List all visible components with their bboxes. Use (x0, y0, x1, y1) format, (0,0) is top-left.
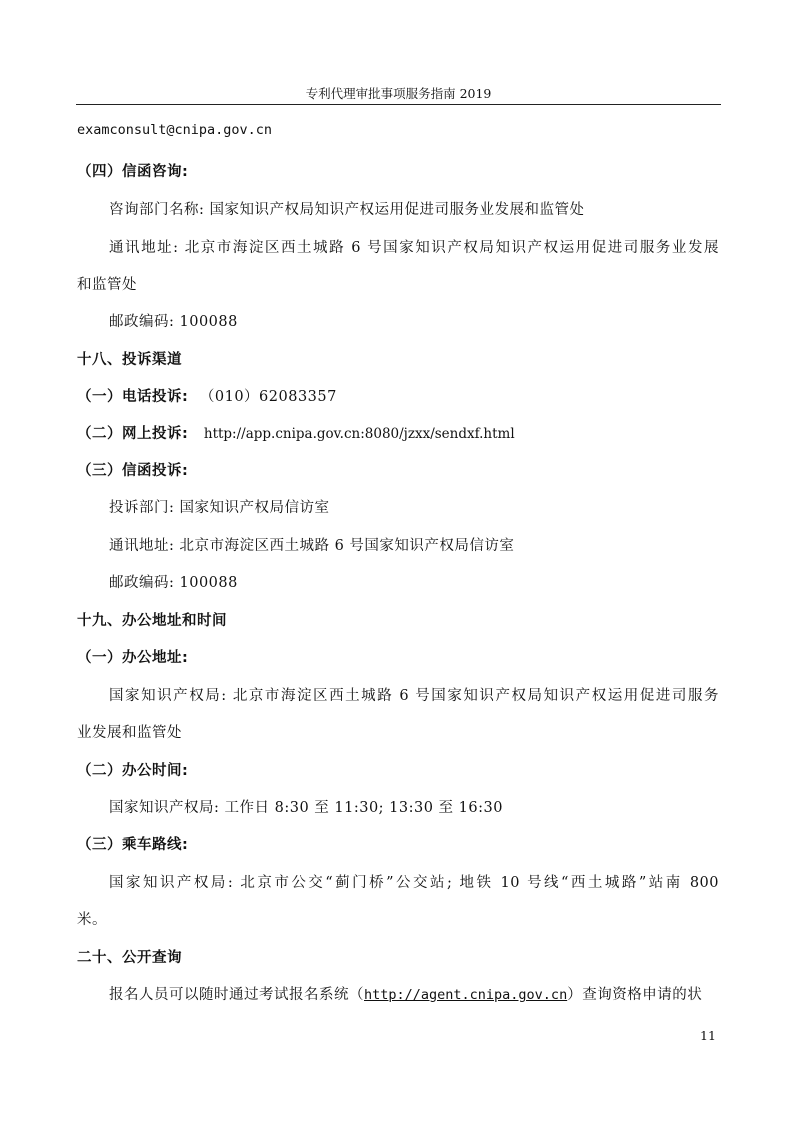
complaint-department: 投诉部门: 国家知识产权局信访室 (109, 500, 330, 516)
header-divider (76, 104, 721, 105)
complaint-postcode: 邮政编码: 100088 (109, 575, 238, 591)
complaint-address: 通讯地址: 北京市海淀区西土城路 6 号国家知识产权局信访室 (109, 538, 515, 554)
page-number: 11 (700, 1028, 716, 1043)
transit-route-line-2: 米。 (77, 912, 107, 928)
consult-address-line-2: 和监管处 (77, 277, 137, 293)
running-header: 专利代理审批事项服务指南 2019 (305, 86, 492, 101)
section-letter-consult-heading: （四）信函咨询: (77, 164, 189, 180)
complaint-letter-heading: （三）信函投诉: (77, 463, 189, 479)
chapter-19-heading: 十九、办公地址和时间 (77, 613, 227, 629)
complaint-online-label: （二）网上投诉: (77, 426, 189, 442)
chapter-18-heading: 十八、投诉渠道 (77, 352, 182, 368)
office-address-line-1: 国家知识产权局: 北京市海淀区西土城路 6 号国家知识产权局知识产权运用促进司服务 (109, 688, 719, 704)
public-query-text-before: 报名人员可以随时通过考试报名系统（ (109, 987, 364, 1003)
email-address: examconsult@cnipa.gov.cn (77, 122, 273, 138)
office-hours-heading: （二）办公时间: (77, 763, 189, 779)
complaint-phone-label: （一）电话投诉: (77, 389, 189, 405)
consult-address-line-1: 通讯地址: 北京市海淀区西土城路 6 号国家知识产权局知识产权运用促进司服务业发展 (109, 240, 719, 256)
complaint-phone-row (77, 385, 337, 406)
complaint-online-row (77, 422, 515, 443)
transit-route-line-1: 国家知识产权局: 北京市公交“蓟门桥”公交站; 地铁 10 号线“西土城路”站南 800 (109, 875, 719, 891)
agent-system-link[interactable]: http://agent.cnipa.gov.cn (364, 987, 568, 1003)
complaint-online-url[interactable]: http://app.cnipa.gov.cn:8080/jzxx/sendxf.html (203, 426, 515, 442)
public-query-text-after: ）查询资格申请的状 (567, 987, 703, 1003)
office-hours-text: 国家知识产权局: 工作日 8:30 至 11:30; 13:30 至 16:30 (109, 800, 503, 816)
office-address-heading: （一）办公地址: (77, 650, 189, 666)
consult-department: 咨询部门名称: 国家知识产权局知识产权运用促进司服务业发展和监管处 (109, 202, 585, 218)
complaint-phone-number: （010）62083357 (199, 389, 337, 405)
chapter-20-heading: 二十、公开查询 (77, 950, 182, 966)
transit-route-heading: （三）乘车路线: (77, 837, 189, 853)
office-address-line-2: 业发展和监管处 (77, 725, 182, 741)
public-query-paragraph (109, 983, 702, 1004)
consult-postcode: 邮政编码: 100088 (109, 314, 238, 330)
